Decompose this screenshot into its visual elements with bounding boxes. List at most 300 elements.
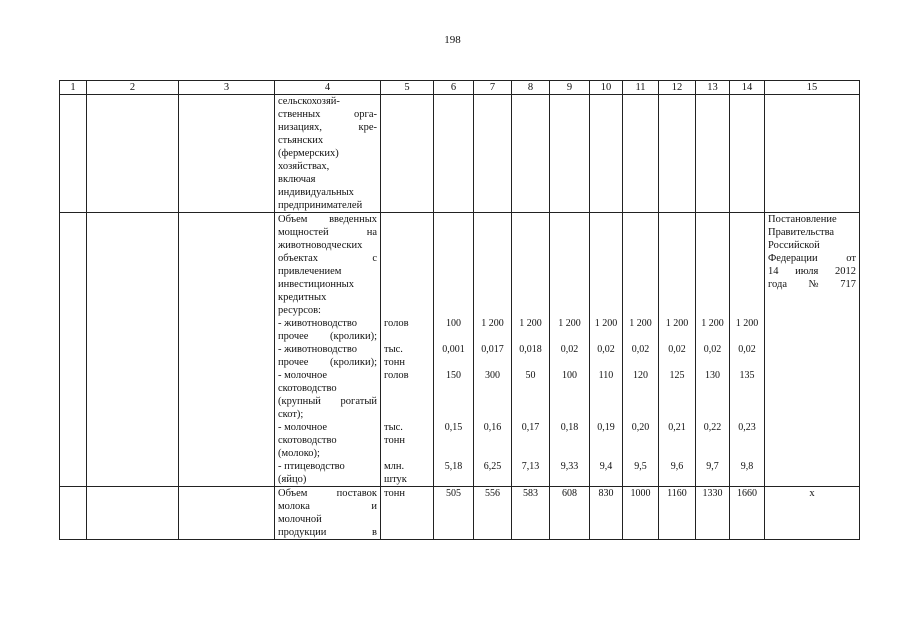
value-line [593, 447, 619, 460]
column-header-2: 2 [87, 81, 179, 95]
value-line: 583 [523, 488, 538, 499]
value-line [515, 395, 546, 408]
value-line [626, 291, 655, 304]
value-line [515, 213, 546, 226]
value-line [477, 395, 508, 408]
description-line: - животноводство [278, 318, 358, 329]
value-line: 0,001 [442, 344, 465, 355]
description-line: - животноводство [278, 344, 358, 355]
indicator-description [275, 213, 381, 487]
column-header-7: 7 [474, 81, 512, 95]
value-cell-col-13 [696, 95, 730, 213]
value-line [662, 252, 692, 265]
description-line: - молочное [278, 422, 328, 433]
value-line [553, 473, 586, 486]
value-line [477, 356, 508, 369]
value-line [477, 330, 508, 343]
value-line [477, 278, 508, 291]
description-line: животноводческих [278, 240, 363, 251]
unit-line: штук [384, 474, 407, 485]
value-line: 50 [525, 370, 536, 381]
description-line: скот); [278, 409, 304, 420]
value-line [626, 382, 655, 395]
value-line [662, 226, 692, 239]
value-line: 120 [633, 370, 648, 381]
value-line: 1160 [667, 488, 687, 499]
value-line: 0,017 [481, 344, 504, 355]
value-cell-col-10 [590, 213, 623, 487]
value-line [553, 291, 586, 304]
unit-cell [381, 487, 434, 540]
value-line [477, 447, 508, 460]
value-line: 300 [485, 370, 500, 381]
value-line [437, 395, 470, 408]
value-line: 1 200 [519, 318, 542, 329]
value-line [477, 382, 508, 395]
value-line [733, 473, 761, 486]
value-line [733, 226, 761, 239]
value-line [733, 278, 761, 291]
value-line [593, 226, 619, 239]
unit-line: тыс. [384, 344, 403, 355]
empty-cell-col-3 [179, 487, 275, 540]
value-line [477, 213, 508, 226]
value-line [733, 408, 761, 421]
description-line: мощностей на [278, 227, 377, 238]
value-line [593, 434, 619, 447]
value-line [593, 382, 619, 395]
value-line [662, 408, 692, 421]
column-header-3: 3 [179, 81, 275, 95]
unit-line [384, 291, 430, 304]
value-line [437, 239, 470, 252]
value-line [733, 447, 761, 460]
value-line [515, 330, 546, 343]
unit-line [384, 330, 430, 343]
value-line [553, 330, 586, 343]
unit-line [384, 265, 430, 278]
value-line [733, 239, 761, 252]
description-line: хозяйствах, [278, 161, 330, 172]
value-line [553, 213, 586, 226]
value-line: 0,23 [738, 422, 756, 433]
value-cell-col-8 [512, 213, 550, 487]
value-line [553, 434, 586, 447]
unit-line [384, 408, 430, 421]
value-line: 1000 [630, 488, 651, 499]
value-cell-col-12 [659, 487, 696, 540]
value-line [626, 330, 655, 343]
value-line [477, 252, 508, 265]
value-line: 1660 [737, 488, 757, 499]
value-line: 505 [446, 488, 461, 499]
value-line [662, 330, 692, 343]
value-line: 1 200 [594, 318, 618, 329]
empty-cell-col-2 [87, 213, 179, 487]
value-line [593, 473, 619, 486]
value-line [477, 291, 508, 304]
value-line [437, 213, 470, 226]
column-header-8: 8 [512, 81, 550, 95]
value-cell-col-8 [512, 95, 550, 213]
unit-line: тонн [384, 357, 405, 368]
value-cell-col-7 [474, 487, 512, 540]
value-line [593, 265, 619, 278]
column-header-13: 13 [696, 81, 730, 95]
value-line [515, 434, 546, 447]
value-line [437, 382, 470, 395]
value-line [699, 239, 726, 252]
source-line: Федерации от [768, 253, 856, 264]
value-line [626, 252, 655, 265]
value-line: 1 200 [665, 318, 689, 329]
value-line: 5,18 [444, 461, 463, 472]
value-line [593, 408, 619, 421]
empty-cell-col-1 [60, 487, 87, 540]
value-line [437, 265, 470, 278]
unit-line [384, 278, 430, 291]
value-cell-col-13 [696, 213, 730, 487]
value-line [699, 434, 726, 447]
value-line [515, 291, 546, 304]
value-line [515, 278, 546, 291]
value-line [477, 408, 508, 421]
value-line [593, 330, 619, 343]
value-line: 0,02 [703, 344, 722, 355]
value-line [553, 395, 586, 408]
unit-line: тонн [384, 435, 405, 446]
value-cell-col-14 [730, 487, 765, 540]
description-line: (молоко); [278, 448, 320, 459]
value-line: 135 [739, 370, 755, 381]
value-line [515, 356, 546, 369]
value-line: 9,8 [740, 461, 754, 472]
table-row [60, 487, 860, 540]
value-line [733, 252, 761, 265]
value-line [733, 382, 761, 395]
value-cell-col-7 [474, 213, 512, 487]
value-cell-col-11 [623, 487, 659, 540]
value-line [699, 278, 726, 291]
value-line [699, 304, 726, 317]
value-line: 9,6 [670, 461, 684, 472]
value-line [699, 213, 726, 226]
value-line [733, 356, 761, 369]
value-line [733, 330, 761, 343]
description-line: продукции в [278, 527, 377, 538]
value-line: 125 [669, 370, 685, 381]
value-line: 110 [598, 370, 614, 381]
value-line [699, 330, 726, 343]
value-line: 0,02 [597, 344, 615, 355]
value-line [593, 252, 619, 265]
value-line [515, 226, 546, 239]
description-line: ресурсов: [278, 305, 321, 316]
empty-cell-col-1 [60, 95, 87, 213]
value-line [553, 226, 586, 239]
value-cell-col-6 [434, 95, 474, 213]
value-line [553, 408, 586, 421]
value-line [593, 304, 619, 317]
empty-cell-col-3 [179, 213, 275, 487]
unit-line: тыс. [384, 422, 403, 433]
unit-line [384, 304, 430, 317]
value-line: 0,20 [631, 422, 650, 433]
value-line [699, 226, 726, 239]
value-line: 9,7 [706, 461, 719, 472]
description-line: - птицеводство [278, 461, 345, 472]
description-line: (яйцо) [278, 474, 307, 485]
value-line [437, 278, 470, 291]
value-line: 9,33 [560, 461, 579, 472]
value-line: 0,02 [668, 344, 686, 355]
value-line [437, 252, 470, 265]
unit-line: млн. [384, 461, 405, 472]
value-line [662, 265, 692, 278]
value-line: 0,15 [444, 422, 463, 433]
value-line [477, 239, 508, 252]
empty-cell-col-2 [87, 95, 179, 213]
column-header-10: 10 [590, 81, 623, 95]
value-line: 0,16 [483, 422, 502, 433]
column-header-6: 6 [434, 81, 474, 95]
description-line: ственных орга- [278, 109, 377, 120]
table-row [60, 213, 860, 487]
source-line: года № 717 [768, 279, 856, 290]
value-line [662, 473, 692, 486]
unit-line [384, 252, 430, 265]
value-line [437, 447, 470, 460]
value-cell-col-9 [550, 487, 590, 540]
value-line: 0,18 [560, 422, 579, 433]
column-header-14: 14 [730, 81, 765, 95]
value-line: 1 200 [701, 318, 724, 329]
value-line [515, 408, 546, 421]
value-cell-col-7 [474, 95, 512, 213]
value-line [662, 447, 692, 460]
value-line [593, 278, 619, 291]
value-line [593, 395, 619, 408]
value-line [593, 213, 619, 226]
value-line [437, 473, 470, 486]
value-cell-col-10 [590, 95, 623, 213]
source-line: Постановление [768, 214, 837, 225]
header-row [60, 81, 860, 95]
value-line: 9,4 [599, 461, 613, 472]
source-line: 14 июля 2012 [768, 266, 856, 277]
description-line: низациях, кре- [278, 122, 377, 133]
description-line: индивидуальных [278, 187, 354, 198]
value-line [699, 395, 726, 408]
value-line [699, 473, 726, 486]
value-line [733, 291, 761, 304]
value-line [515, 252, 546, 265]
value-cell-col-9 [550, 213, 590, 487]
description-line: включая [278, 174, 316, 185]
value-line: 608 [562, 488, 577, 499]
page-number: 198 [444, 34, 461, 46]
value-line: 0,018 [519, 344, 542, 355]
value-line [477, 304, 508, 317]
value-line [699, 356, 726, 369]
value-line [733, 434, 761, 447]
description-line: объектах с [278, 253, 377, 264]
value-line [662, 239, 692, 252]
unit-line [384, 213, 430, 226]
column-header-9: 9 [550, 81, 590, 95]
value-line [515, 304, 546, 317]
value-line [437, 291, 470, 304]
value-line [515, 239, 546, 252]
value-line [593, 291, 619, 304]
indicator-description [275, 487, 381, 540]
unit-line [384, 226, 430, 239]
empty-cell-col-1 [60, 213, 87, 487]
value-line [662, 291, 692, 304]
description-line: привлечением [278, 266, 342, 277]
unit-cell [381, 213, 434, 487]
value-line: 1 200 [735, 318, 759, 329]
description-line: скотоводство [278, 435, 337, 446]
value-line [477, 226, 508, 239]
value-line: 1330 [702, 488, 723, 499]
value-line [626, 408, 655, 421]
unit-line [384, 395, 430, 408]
value-line: 0,19 [597, 422, 615, 433]
column-header-4: 4 [275, 81, 381, 95]
value-line [699, 447, 726, 460]
value-line [662, 278, 692, 291]
value-cell-col-11 [623, 95, 659, 213]
value-line: 1 200 [629, 318, 652, 329]
value-line [553, 239, 586, 252]
value-line [437, 434, 470, 447]
value-line: 556 [485, 488, 500, 499]
value-cell-col-14 [730, 213, 765, 487]
value-cell-col-14 [730, 95, 765, 213]
description-line: Объем введенных [278, 214, 377, 225]
description-line: скотоводство [278, 383, 337, 394]
value-line [553, 447, 586, 460]
value-line [626, 473, 655, 486]
empty-cell-col-3 [179, 95, 275, 213]
value-line: 1 200 [558, 318, 581, 329]
indicator-description [275, 95, 381, 213]
value-line [553, 382, 586, 395]
value-line [437, 356, 470, 369]
column-header-11: 11 [623, 81, 659, 95]
value-line [515, 447, 546, 460]
value-cell-col-12 [659, 213, 696, 487]
source-line: Российской [768, 240, 820, 251]
value-line: 0,02 [560, 344, 579, 355]
value-line [699, 408, 726, 421]
value-line [553, 278, 586, 291]
data-table [59, 80, 860, 540]
description-line: (фермерских) [278, 148, 339, 159]
description-line: молочной [278, 514, 322, 525]
description-line: - молочное [278, 370, 328, 381]
value-line: 7,13 [521, 461, 540, 472]
value-line [437, 408, 470, 421]
value-cell-col-10 [590, 487, 623, 540]
unit-line: голов [384, 370, 409, 381]
empty-cell-col-2 [87, 487, 179, 540]
value-line [593, 356, 619, 369]
value-line [437, 226, 470, 239]
description-line: прочее (кролики); [278, 357, 377, 368]
value-line [515, 265, 546, 278]
value-line [477, 265, 508, 278]
value-line [662, 395, 692, 408]
value-cell-col-11 [623, 213, 659, 487]
unit-line [384, 447, 430, 460]
value-line [733, 265, 761, 278]
value-line [662, 382, 692, 395]
value-line [699, 265, 726, 278]
value-line [699, 382, 726, 395]
value-line [626, 239, 655, 252]
value-line [626, 434, 655, 447]
value-line: 0,22 [703, 422, 722, 433]
value-line [662, 356, 692, 369]
value-line [626, 304, 655, 317]
unit-line [384, 382, 430, 395]
value-line [626, 226, 655, 239]
value-line [699, 291, 726, 304]
value-cell-col-12 [659, 95, 696, 213]
column-header-5: 5 [381, 81, 434, 95]
value-line [626, 356, 655, 369]
value-line [733, 304, 761, 317]
value-line [593, 239, 619, 252]
source-line: Правительства [768, 227, 835, 238]
value-line [662, 213, 692, 226]
value-line: 0,02 [631, 344, 650, 355]
value-line [477, 473, 508, 486]
unit-line: голов [384, 318, 409, 329]
description-line: инвестиционных [278, 279, 354, 290]
unit-cell [381, 95, 434, 213]
source-document-cell [765, 487, 860, 540]
value-line [437, 304, 470, 317]
column-header-12: 12 [659, 81, 696, 95]
value-line [437, 330, 470, 343]
source-line: х [809, 488, 815, 499]
description-line: Объем поставок [278, 488, 377, 499]
value-line [733, 213, 761, 226]
value-line [515, 473, 546, 486]
description-line: стьянских [278, 135, 324, 146]
value-line [515, 382, 546, 395]
value-cell-col-13 [696, 487, 730, 540]
value-line: 0,02 [738, 344, 756, 355]
value-line [553, 265, 586, 278]
value-line: 0,17 [521, 422, 540, 433]
value-line: 100 [446, 318, 461, 329]
description-line: кредитных [278, 292, 327, 303]
value-line [733, 395, 761, 408]
value-cell-col-8 [512, 487, 550, 540]
value-line: 6,25 [483, 461, 502, 472]
value-line: 1 200 [481, 318, 504, 329]
value-line: 100 [562, 370, 577, 381]
value-line [662, 434, 692, 447]
unit-line: тонн [384, 488, 405, 499]
value-line [662, 304, 692, 317]
unit-line [384, 239, 430, 252]
value-line: 150 [446, 370, 461, 381]
